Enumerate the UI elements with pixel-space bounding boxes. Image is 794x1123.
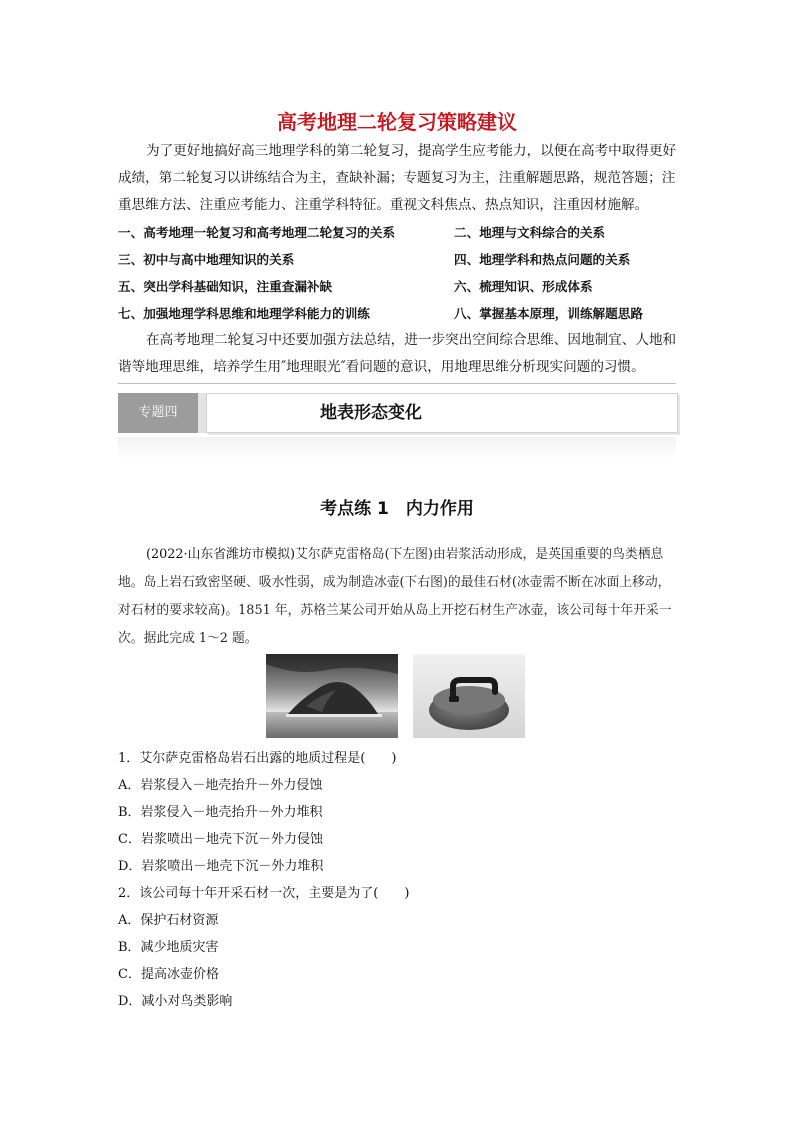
option-c: C．岩浆喷出－地壳下沉－外力侵蚀 [118,832,323,847]
question-2-stem: 2．该公司每十年开采石材一次，主要是为了( ) [118,886,410,901]
topic-title: 地表形态变化 [320,403,422,423]
page-title: 高考地理二轮复习策略建议 [277,110,517,134]
point-item: 五、突出学科基础知识，注重查漏补缺 [118,279,333,294]
question-1-stem: 1．艾尔萨克雷格岛岩石出露的地质过程是( ) [118,751,397,766]
option-d: D．岩浆喷出－地壳下沉－外力堆积 [118,859,324,874]
question-stem [118,541,678,653]
intro-paragraph [118,138,678,219]
point-item: 一、高考地理一轮复习和高考地理二轮复习的关系 [118,225,396,240]
point-item: 八、掌握基本原理，训练解题思路 [454,306,643,321]
point-item: 二、地理与文科综合的关系 [454,225,606,240]
point-item: 三、初中与高中地理知识的关系 [118,252,295,267]
section-title: 考点练 1 内力作用 [320,499,474,519]
island-photo [266,654,398,738]
option-d: D．减小对鸟类影响 [118,994,233,1009]
points-row [118,246,678,273]
strategy-points [118,219,678,327]
banner-shadow [118,437,676,459]
point-item: 七、加强地理学科思维和地理学科能力的训练 [118,306,370,321]
points-row [118,219,678,246]
points-row [118,273,678,300]
divider [118,383,676,384]
option-b: B．减少地质灾害 [118,940,219,955]
topic-tag: 专题四 [118,393,198,433]
option-a: A．保护石材资源 [118,913,219,928]
point-item: 四、地理学科和热点问题的关系 [454,252,631,267]
stem-text: 艾尔萨克雷格岛(下左图)由岩浆活动形成，是英国重要的鸟类栖息地。岛上岩石致密坚硬、吸水性弱，成为制造冰壶(下右图)的最佳石材(冰壶需不断在冰面上移动，对石材的要求较高)。1851 年，苏格兰某公司开始从岛上开挖石材生产冰壶，该公司每十年开采一次。据此完成 1～2 题。 [118,547,672,646]
curling-stone-photo [413,654,525,738]
option-a: A．岩浆侵入－地壳抬升－外力侵蚀 [118,778,323,793]
tag-separator [198,393,206,433]
option-b: B．岩浆侵入－地壳抬升－外力堆积 [118,805,323,820]
stem-source: (2022·山东省潍坊市模拟) [146,547,295,562]
option-c: C．提高冰壶价格 [118,967,219,982]
points-row [118,300,678,327]
topic-banner [118,393,676,433]
point-item: 六、梳理知识、形成体系 [454,279,593,294]
intro-text: 为了更好地搞好高三地理学科的第二轮复习，提高学生应考能力，以便在高考中取得更好成绩，第二轮复习以讲练结合为主，查缺补漏；专题复习为主，注重解题思路，规范答题；注重思维方法、注重应考能力、注重学科特征。重视文科焦点、热点知识，注重因材施解。 [118,143,677,213]
closing-text: 在高考地理二轮复习中还要加强方法总结，进一步突出空间综合思维、因地制宜、人地和谐等地理思维，培养学生用″地理眼光″看问题的意识，用地理思维分析现实问题的习惯。 [118,332,677,375]
closing-paragraph [118,327,678,381]
